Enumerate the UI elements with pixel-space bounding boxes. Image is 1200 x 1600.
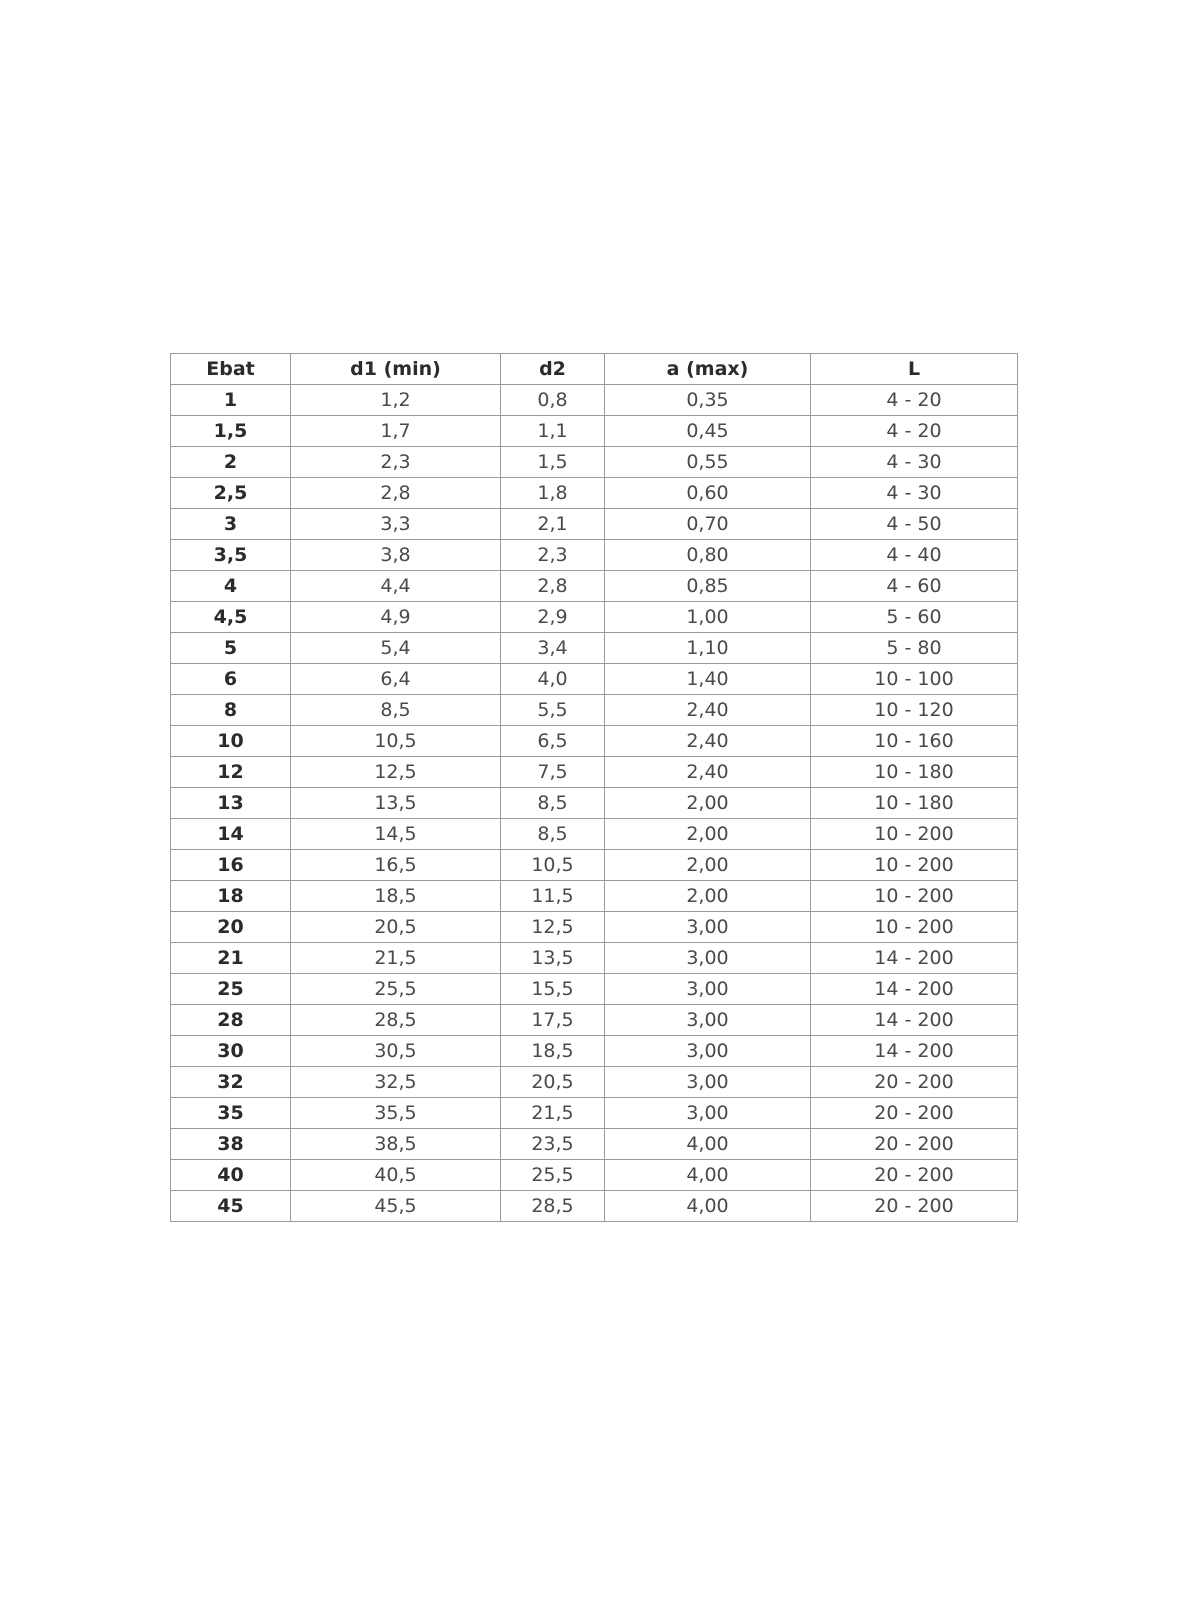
- cell-ebat: 25: [171, 974, 291, 1005]
- header-row: [171, 354, 1018, 385]
- cell-d1-min: 13,5: [291, 788, 501, 819]
- cell-l: 4 - 40: [811, 540, 1018, 571]
- cell-l: 4 - 30: [811, 478, 1018, 509]
- cell-a-max: 0,70: [605, 509, 811, 540]
- cell-d2: 8,5: [501, 788, 605, 819]
- cell-d1-min: 28,5: [291, 1005, 501, 1036]
- cell-l: 20 - 200: [811, 1160, 1018, 1191]
- cell-a-max: 3,00: [605, 1067, 811, 1098]
- cell-d1-min: 30,5: [291, 1036, 501, 1067]
- table-row: [171, 1098, 1018, 1129]
- cell-d2: 6,5: [501, 726, 605, 757]
- cell-d1-min: 2,3: [291, 447, 501, 478]
- cell-d2: 21,5: [501, 1098, 605, 1129]
- cell-ebat: 1: [171, 385, 291, 416]
- header-l: L: [811, 354, 1018, 385]
- cell-d2: 4,0: [501, 664, 605, 695]
- cell-ebat: 10: [171, 726, 291, 757]
- cell-l: 4 - 20: [811, 385, 1018, 416]
- table-row: [171, 540, 1018, 571]
- cell-d1-min: 20,5: [291, 912, 501, 943]
- cell-d1-min: 25,5: [291, 974, 501, 1005]
- cell-d2: 5,5: [501, 695, 605, 726]
- cell-l: 4 - 60: [811, 571, 1018, 602]
- cell-d1-min: 6,4: [291, 664, 501, 695]
- cell-d1-min: 1,7: [291, 416, 501, 447]
- table-row: [171, 1005, 1018, 1036]
- table-row: [171, 1160, 1018, 1191]
- cell-ebat: 45: [171, 1191, 291, 1222]
- cell-d2: 8,5: [501, 819, 605, 850]
- cell-ebat: 21: [171, 943, 291, 974]
- cell-a-max: 3,00: [605, 1098, 811, 1129]
- table-header: [171, 354, 1018, 385]
- cell-ebat: 35: [171, 1098, 291, 1129]
- cell-ebat: 3: [171, 509, 291, 540]
- cell-d2: 1,5: [501, 447, 605, 478]
- cell-l: 10 - 120: [811, 695, 1018, 726]
- cell-a-max: 2,40: [605, 757, 811, 788]
- cell-d1-min: 2,8: [291, 478, 501, 509]
- cell-ebat: 14: [171, 819, 291, 850]
- cell-d1-min: 18,5: [291, 881, 501, 912]
- cell-d2: 15,5: [501, 974, 605, 1005]
- table-row: [171, 571, 1018, 602]
- table-row: [171, 1191, 1018, 1222]
- table-row: [171, 1129, 1018, 1160]
- cell-l: 14 - 200: [811, 1005, 1018, 1036]
- cell-a-max: 1,40: [605, 664, 811, 695]
- cell-d1-min: 38,5: [291, 1129, 501, 1160]
- cell-ebat: 20: [171, 912, 291, 943]
- cell-a-max: 2,40: [605, 726, 811, 757]
- cell-d1-min: 5,4: [291, 633, 501, 664]
- cell-d2: 1,1: [501, 416, 605, 447]
- cell-l: 14 - 200: [811, 943, 1018, 974]
- cell-a-max: 2,40: [605, 695, 811, 726]
- cell-d2: 13,5: [501, 943, 605, 974]
- cell-d2: 11,5: [501, 881, 605, 912]
- cell-ebat: 3,5: [171, 540, 291, 571]
- cell-l: 20 - 200: [811, 1191, 1018, 1222]
- table-row: [171, 416, 1018, 447]
- table-row: [171, 509, 1018, 540]
- cell-a-max: 0,80: [605, 540, 811, 571]
- cell-a-max: 4,00: [605, 1191, 811, 1222]
- cell-l: 10 - 100: [811, 664, 1018, 695]
- cell-d2: 7,5: [501, 757, 605, 788]
- table-row: [171, 819, 1018, 850]
- cell-d2: 20,5: [501, 1067, 605, 1098]
- cell-d2: 2,8: [501, 571, 605, 602]
- table-row: [171, 633, 1018, 664]
- cell-ebat: 18: [171, 881, 291, 912]
- cell-a-max: 1,10: [605, 633, 811, 664]
- cell-d2: 25,5: [501, 1160, 605, 1191]
- cell-a-max: 0,55: [605, 447, 811, 478]
- cell-l: 20 - 200: [811, 1129, 1018, 1160]
- table-row: [171, 757, 1018, 788]
- cell-l: 4 - 20: [811, 416, 1018, 447]
- cell-ebat: 28: [171, 1005, 291, 1036]
- cell-l: 20 - 200: [811, 1098, 1018, 1129]
- cell-ebat: 38: [171, 1129, 291, 1160]
- cell-a-max: 2,00: [605, 819, 811, 850]
- cell-a-max: 4,00: [605, 1129, 811, 1160]
- cell-a-max: 0,60: [605, 478, 811, 509]
- cell-a-max: 3,00: [605, 912, 811, 943]
- cell-l: 4 - 30: [811, 447, 1018, 478]
- cell-d1-min: 3,3: [291, 509, 501, 540]
- table-row: [171, 478, 1018, 509]
- cell-ebat: 12: [171, 757, 291, 788]
- size-table: [170, 353, 1018, 1222]
- cell-ebat: 13: [171, 788, 291, 819]
- cell-d2: 12,5: [501, 912, 605, 943]
- cell-d1-min: 32,5: [291, 1067, 501, 1098]
- cell-a-max: 2,00: [605, 881, 811, 912]
- table-row: [171, 447, 1018, 478]
- cell-l: 10 - 200: [811, 912, 1018, 943]
- cell-a-max: 3,00: [605, 1005, 811, 1036]
- cell-ebat: 40: [171, 1160, 291, 1191]
- cell-ebat: 4: [171, 571, 291, 602]
- cell-d1-min: 12,5: [291, 757, 501, 788]
- cell-a-max: 3,00: [605, 1036, 811, 1067]
- cell-d2: 17,5: [501, 1005, 605, 1036]
- cell-d1-min: 14,5: [291, 819, 501, 850]
- table-row: [171, 385, 1018, 416]
- cell-d1-min: 4,4: [291, 571, 501, 602]
- cell-d1-min: 45,5: [291, 1191, 501, 1222]
- cell-l: 10 - 200: [811, 819, 1018, 850]
- cell-a-max: 4,00: [605, 1160, 811, 1191]
- cell-a-max: 2,00: [605, 850, 811, 881]
- cell-l: 10 - 200: [811, 850, 1018, 881]
- cell-d2: 2,3: [501, 540, 605, 571]
- cell-d1-min: 8,5: [291, 695, 501, 726]
- cell-ebat: 5: [171, 633, 291, 664]
- cell-ebat: 2,5: [171, 478, 291, 509]
- cell-d2: 2,9: [501, 602, 605, 633]
- cell-d2: 23,5: [501, 1129, 605, 1160]
- cell-ebat: 1,5: [171, 416, 291, 447]
- cell-l: 10 - 180: [811, 788, 1018, 819]
- cell-d2: 1,8: [501, 478, 605, 509]
- cell-l: 5 - 80: [811, 633, 1018, 664]
- cell-d1-min: 16,5: [291, 850, 501, 881]
- table-row: [171, 974, 1018, 1005]
- cell-ebat: 2: [171, 447, 291, 478]
- cell-l: 10 - 180: [811, 757, 1018, 788]
- cell-l: 10 - 160: [811, 726, 1018, 757]
- table-row: [171, 912, 1018, 943]
- table-row: [171, 943, 1018, 974]
- cell-a-max: 3,00: [605, 974, 811, 1005]
- cell-d2: 10,5: [501, 850, 605, 881]
- header-d2: d2: [501, 354, 605, 385]
- header-a-max: a (max): [605, 354, 811, 385]
- cell-a-max: 2,00: [605, 788, 811, 819]
- cell-l: 4 - 50: [811, 509, 1018, 540]
- cell-d2: 18,5: [501, 1036, 605, 1067]
- header-ebat: Ebat: [171, 354, 291, 385]
- table-row: [171, 602, 1018, 633]
- table-row: [171, 695, 1018, 726]
- cell-ebat: 16: [171, 850, 291, 881]
- cell-ebat: 32: [171, 1067, 291, 1098]
- cell-l: 14 - 200: [811, 974, 1018, 1005]
- cell-l: 20 - 200: [811, 1067, 1018, 1098]
- table-row: [171, 664, 1018, 695]
- header-d1-min: d1 (min): [291, 354, 501, 385]
- cell-ebat: 4,5: [171, 602, 291, 633]
- table-row: [171, 1067, 1018, 1098]
- cell-ebat: 6: [171, 664, 291, 695]
- cell-d2: 2,1: [501, 509, 605, 540]
- cell-d2: 3,4: [501, 633, 605, 664]
- cell-d2: 28,5: [501, 1191, 605, 1222]
- cell-a-max: 0,35: [605, 385, 811, 416]
- cell-a-max: 3,00: [605, 943, 811, 974]
- table-row: [171, 1036, 1018, 1067]
- cell-d1-min: 3,8: [291, 540, 501, 571]
- cell-l: 14 - 200: [811, 1036, 1018, 1067]
- cell-a-max: 0,85: [605, 571, 811, 602]
- cell-ebat: 8: [171, 695, 291, 726]
- cell-d1-min: 35,5: [291, 1098, 501, 1129]
- cell-l: 5 - 60: [811, 602, 1018, 633]
- table-row: [171, 788, 1018, 819]
- cell-d1-min: 21,5: [291, 943, 501, 974]
- cell-d1-min: 4,9: [291, 602, 501, 633]
- table-row: [171, 881, 1018, 912]
- cell-d1-min: 40,5: [291, 1160, 501, 1191]
- table-body: [171, 385, 1018, 1222]
- table-row: [171, 850, 1018, 881]
- cell-d1-min: 1,2: [291, 385, 501, 416]
- cell-a-max: 0,45: [605, 416, 811, 447]
- cell-a-max: 1,00: [605, 602, 811, 633]
- cell-d2: 0,8: [501, 385, 605, 416]
- cell-l: 10 - 200: [811, 881, 1018, 912]
- table-row: [171, 726, 1018, 757]
- cell-ebat: 30: [171, 1036, 291, 1067]
- cell-d1-min: 10,5: [291, 726, 501, 757]
